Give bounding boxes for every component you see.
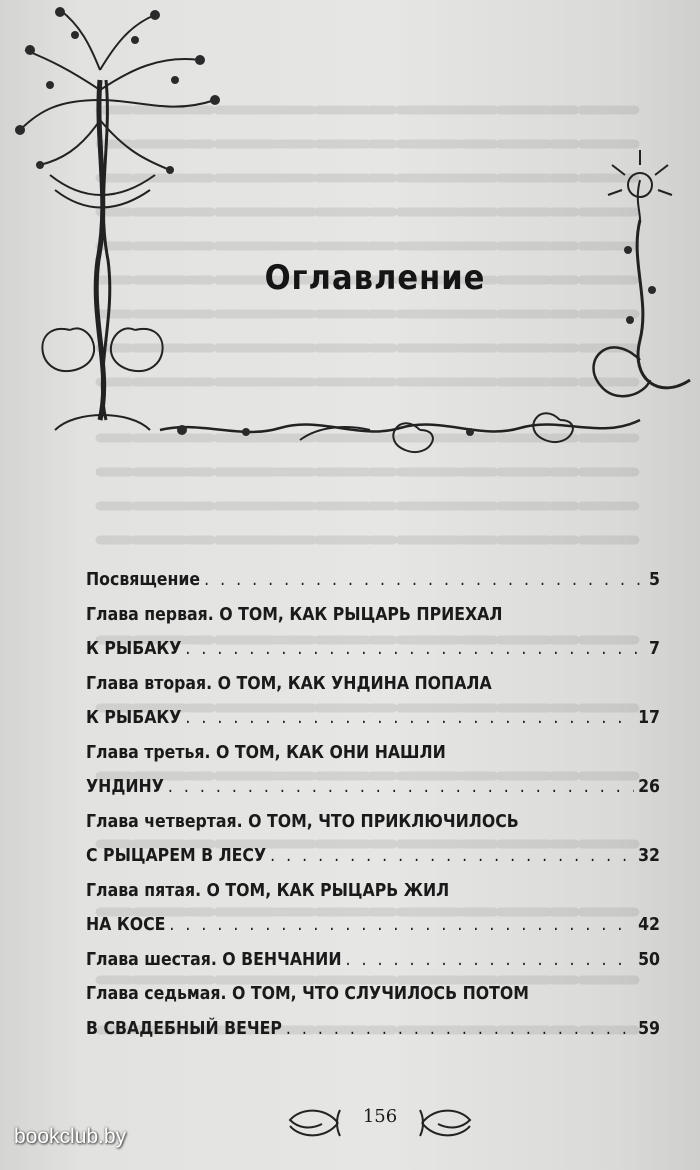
toc-entry-title: Глава третья. О ТОМ, КАК ОНИ НАШЛИ (86, 742, 446, 763)
toc-entry-title: Посвящение (86, 570, 201, 590)
toc-entry-dedication[interactable] (86, 563, 660, 598)
toc-entry-chapter-4[interactable] (86, 805, 660, 840)
toc-entry-title: Глава четвертая. О ТОМ, ЧТО ПРИКЛЮЧИЛОСЬ (86, 811, 519, 832)
toc-page-number: 42 (638, 915, 660, 935)
toc-page-number: 5 (649, 570, 660, 590)
toc-entry-chapter-7-cont[interactable] (86, 1012, 660, 1047)
watermark: bookclub.by (14, 1125, 127, 1148)
toc-entry-title-cont: В СВАДЕБНЫЙ ВЕЧЕР (86, 1018, 282, 1039)
toc-entry-title-cont: НА КОСЕ (86, 915, 166, 935)
toc-entry-title: Глава первая. О ТОМ, КАК РЫЦАРЬ ПРИЕХАЛ (86, 604, 503, 625)
toc-entry-title: Глава вторая. О ТОМ, КАК УНДИНА ПОПАЛА (86, 673, 492, 694)
toc-page-number: 50 (638, 949, 660, 970)
toc-page-number: 26 (638, 777, 660, 797)
toc-entry-chapter-2[interactable] (86, 667, 660, 702)
table-of-contents (86, 563, 660, 1046)
dot-leader (346, 943, 635, 978)
page-title: Оглавление (264, 258, 486, 298)
toc-entry-title: Глава пятая. О ТОМ, КАК РЫЦАРЬ ЖИЛ (86, 880, 450, 901)
toc-entry-title-cont: УНДИНУ (86, 777, 164, 797)
dot-leader (204, 563, 645, 598)
dot-leader (286, 1012, 634, 1047)
toc-entry-chapter-1-cont[interactable] (86, 632, 660, 667)
toc-entry-chapter-5[interactable] (86, 874, 660, 909)
toc-page-number: 7 (649, 639, 660, 659)
toc-entry-title: Глава шестая. О ВЕНЧАНИИ (86, 949, 342, 970)
toc-page-number: 17 (638, 708, 660, 728)
toc-entry-title-cont: К РЫБАКУ (86, 639, 182, 659)
toc-entry-title-cont: С РЫЦАРЕМ В ЛЕСУ (86, 846, 267, 866)
toc-entry-title-cont: К РЫБАКУ (86, 708, 182, 728)
toc-entry-chapter-4-cont[interactable] (86, 839, 660, 874)
dot-leader (185, 701, 634, 736)
toc-entry-chapter-5-cont[interactable] (86, 908, 660, 943)
toc-entry-chapter-7[interactable] (86, 977, 660, 1012)
dot-leader (168, 770, 634, 805)
dot-leader (270, 839, 634, 874)
page-number: 156 (362, 1106, 398, 1127)
toc-entry-chapter-6[interactable] (86, 943, 660, 978)
toc-entry-chapter-1[interactable] (86, 598, 660, 633)
toc-entry-chapter-2-cont[interactable] (86, 701, 660, 736)
floral-ornament (0, 0, 700, 470)
toc-entry-chapter-3-cont[interactable] (86, 770, 660, 805)
toc-entry-chapter-3[interactable] (86, 736, 660, 771)
toc-page-number: 59 (638, 1018, 660, 1039)
toc-page-number: 32 (638, 846, 660, 866)
dot-leader (185, 632, 645, 667)
toc-entry-title: Глава седьмая. О ТОМ, ЧТО СЛУЧИЛОСЬ ПОТОМ (86, 984, 529, 1004)
dot-leader (169, 908, 634, 943)
